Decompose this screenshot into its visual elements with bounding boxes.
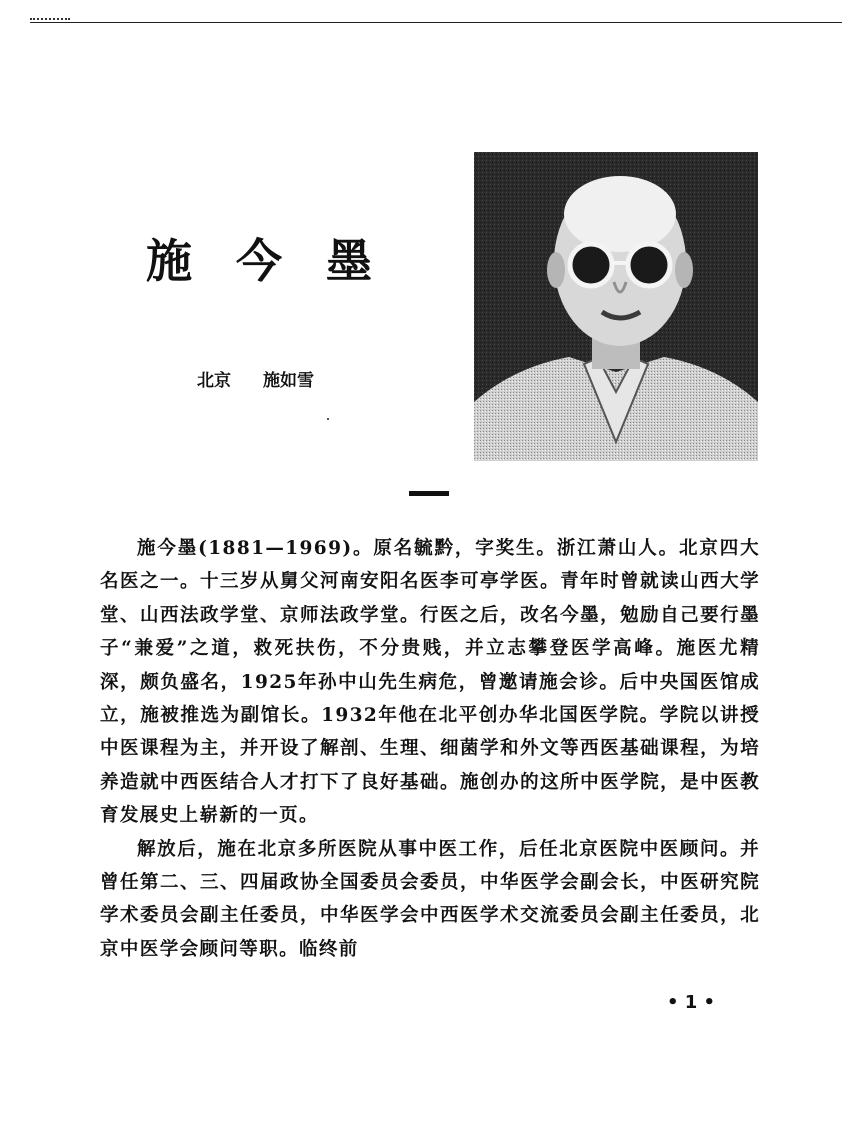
byline <box>197 369 314 393</box>
portrait-illustration <box>474 152 758 461</box>
article-body <box>100 532 760 966</box>
byline-location: 北京 <box>197 371 231 391</box>
head-highlight <box>564 176 676 252</box>
right-lens <box>628 244 670 286</box>
right-ear <box>675 252 693 288</box>
print-speck <box>327 418 329 420</box>
header-rule <box>30 22 842 23</box>
section-dash <box>409 491 449 496</box>
paragraph: 施今墨(1881—1969)。原名毓黔，字奖生。浙江萧山人。北京四大名医之一。十三岁从舅父河南安阳名医李可亭学医。青年时曾就读山西大学堂、山西法政学堂、京师法政学堂。行医之后，改名今墨，勉励自己要行墨子“兼爱”之道，救死扶伤，不分贵贱，并立志攀登医学高峰。施医尤精深，颇负盛名，1925年孙中山先生病危，曾邀请施会诊。后中央国医馆成立，施被推选为副馆长。1932年他在北平创办华北国医学院。学院以讲授中医课程为主，并开设了解剖、生理、细菌学和外文等西医基础课程，为培养造就中西医结合人才打下了良好基础。施创办的这所中医学院，是中医教育发展史上崭新的一页。 <box>100 538 760 827</box>
glasses-bridge <box>610 261 628 265</box>
left-lens <box>570 244 612 286</box>
left-ear <box>547 252 565 288</box>
paragraph: 解放后，施在北京多所医院从事中医工作，后任北京医院中医顾问。并曾任第二、三、四届政协全国委员会委员，中华医学会副会长，中医研究院学术委员会副主任委员，中华医学会中西医学术交流委员会副主任委员，北京中医学会顾问等职。临终前 <box>100 838 760 960</box>
portrait-photo <box>474 152 758 461</box>
page-title: 施今墨 <box>146 234 416 288</box>
byline-author: 施如雪 <box>263 371 314 391</box>
section-number <box>409 491 449 496</box>
page-number: • 1 • <box>666 992 716 1013</box>
